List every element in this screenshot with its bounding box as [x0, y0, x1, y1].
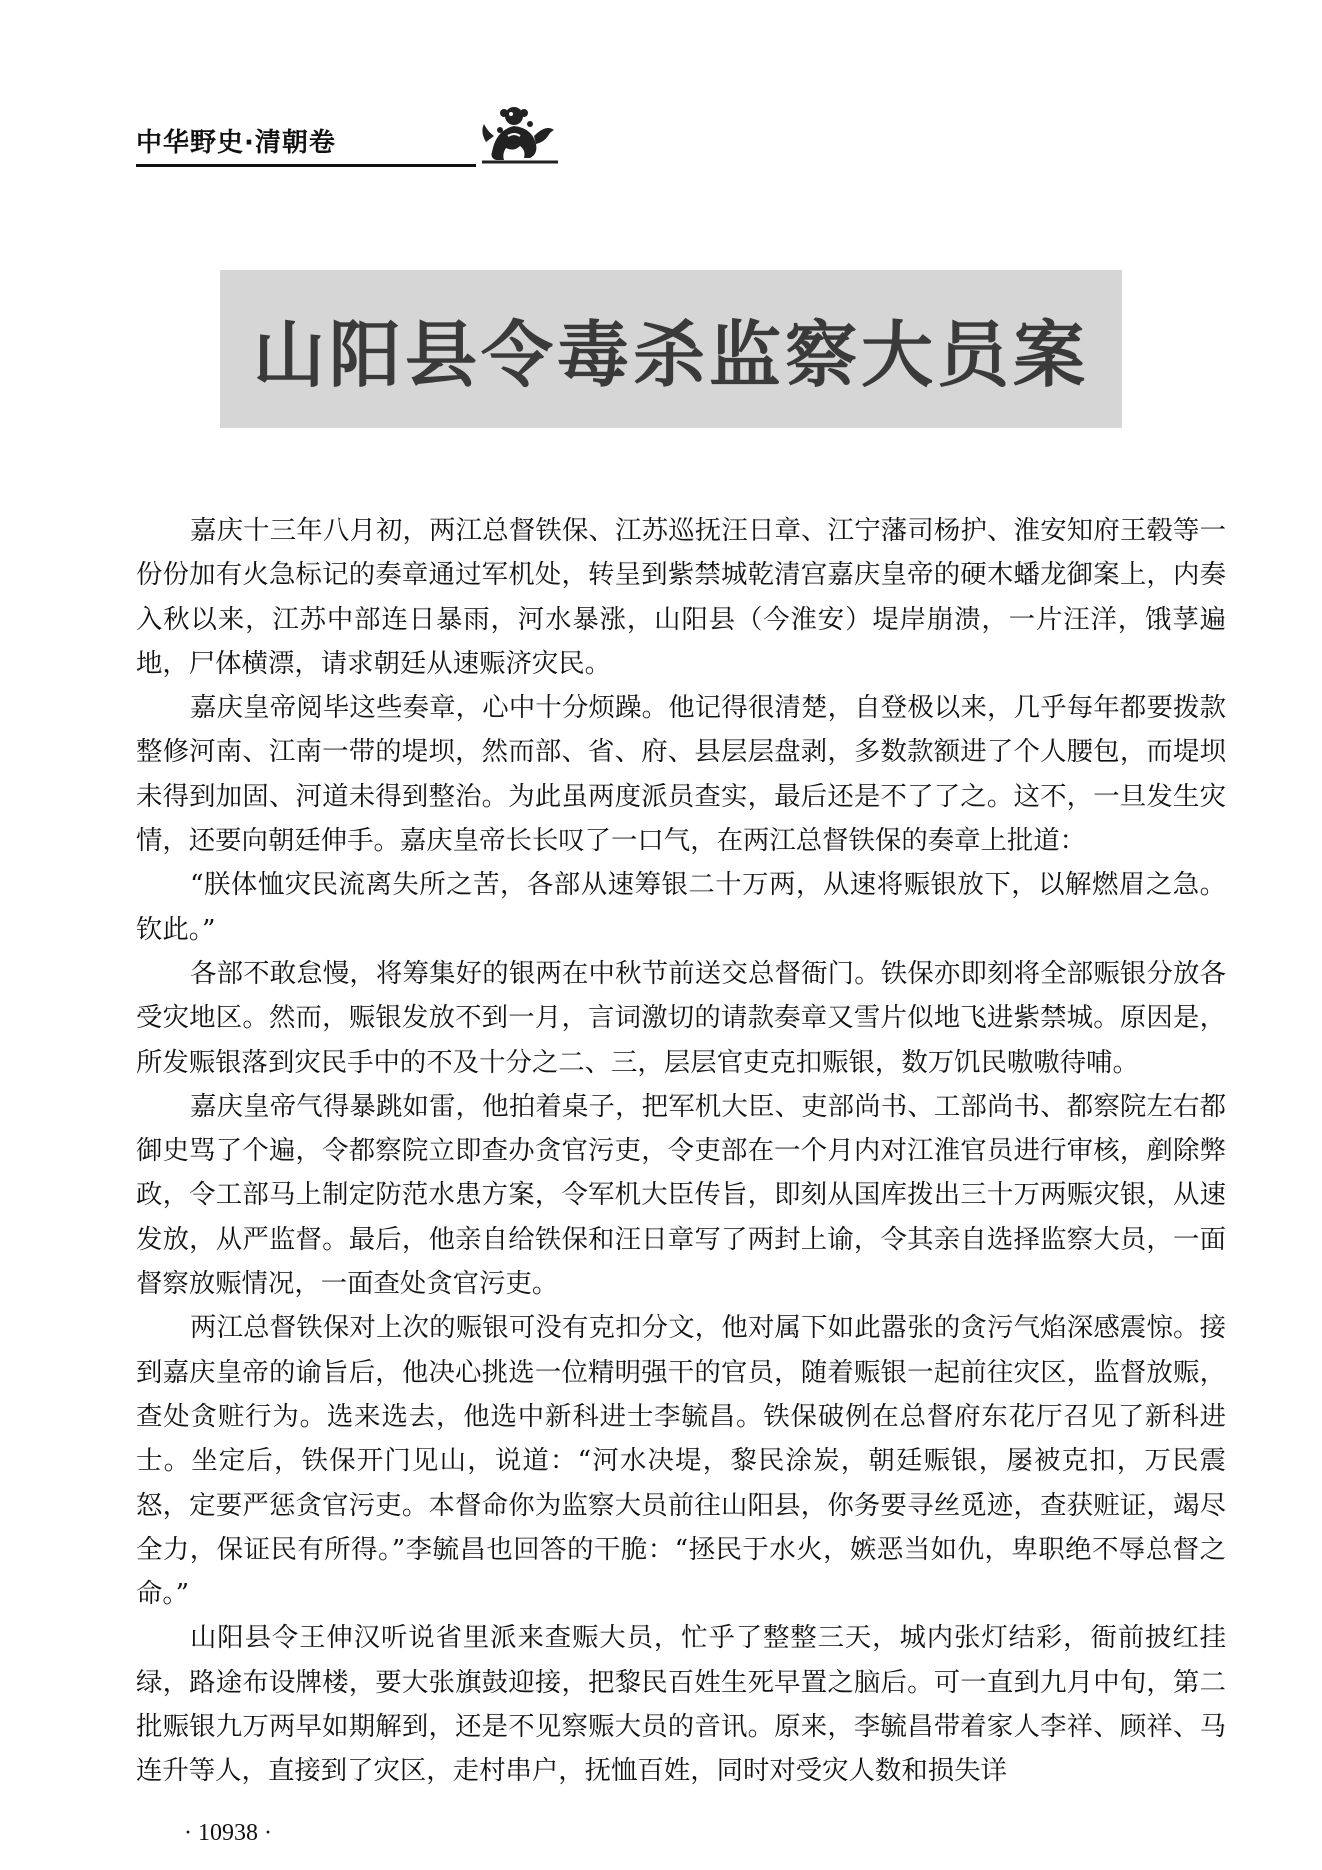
paragraph-1: 嘉庆十三年八月初，两江总督铁保、江苏巡抚汪日章、江宁藩司杨护、淮安知府王毂等一份份加有火急标记的奏章通过军机处，转呈到紫禁城乾清宫嘉庆皇帝的硬木蟠龙御案上，内奏入秋以来，江苏中部连日暴雨，河水暴涨，山阳县（今淮安）堤岸崩溃，一片汪洋，饿莩遍地，尸体横漂，请求朝廷从速赈济灾民。: [136, 515, 1226, 679]
article-body: [136, 509, 1226, 1794]
paragraph-3: “朕体恤灾民流离失所之苦，各部从速筹银二十万两，从速将赈银放下，以解燃眉之急。钦此。”: [136, 869, 1226, 945]
lion-emblem-icon: [474, 102, 562, 166]
title-banner: [220, 270, 1122, 428]
paragraph-5: 嘉庆皇帝气得暴跳如雷，他拍着桌子，把军机大臣、吏部尚书、工部尚书、都察院左右都御史骂了个遍，令都察院立即查办贪官污吏，令吏部在一个月内对江淮官员进行审核，剷除弊政，令工部马上制定防范水患方案，令军机大臣传旨，即刻从国库拨出三十万两赈灾银，从速发放，从严监督。最后，他亲自给铁保和汪日章写了两封上谕，令其亲自选择监察大员，一面督察放赈情况，一面查处贪官污吏。: [136, 1090, 1226, 1300]
paragraph-2: 嘉庆皇帝阅毕这些奏章，心中十分烦躁。他记得很清楚，自登极以来，几乎每年都要拨款整修河南、江南一带的堤坝，然而部、省、府、县层层盘剥，多数款额进了个人腰包，而堤坝未得到加固、河道未得到整治。为此虽两度派员查实，最后还是不了了之。这不，一旦发生灾情，还要向朝廷伸手。嘉庆皇帝长长叹了一口气，在两江总督铁保的奏章上批道：: [136, 692, 1226, 857]
header-rule: [136, 164, 476, 167]
page-number: · 10938 ·: [184, 1820, 272, 1846]
paragraph-4: 各部不敢怠慢，将筹集好的银两在中秋节前送交总督衙门。铁保亦即刻将全部赈银分放各受灾地区。然而，赈银发放不到一月，言词激切的请款奏章又雪片似地飞进紫禁城。原因是，所发赈银落到灾民手中的不及十分之二、三，层层官吏克扣赈银，数万饥民嗷嗷待哺。: [136, 957, 1226, 1078]
article-title: 山阳县令毒杀监察大员案: [252, 312, 1089, 397]
running-header: [136, 102, 1286, 172]
paragraph-6: 两江总督铁保对上次的赈银可没有克扣分文，他对属下如此嚣张的贪污气焰深感震惊。接到嘉庆皇帝的谕旨后，他决心挑选一位精明强干的官员，随着赈银一起前往灾区，监督放赈，查处贪赃行为。选来选去，他选中新科进士李毓昌。铁保破例在总督府东花厅召见了新科进士。坐定后，铁保开门见山，说道：“河水决堤，黎民涂炭，朝廷赈银，屡被克扣，万民震怒，定要严惩贪官污吏。本督命你为监察大员前往山阳县，你务要寻丝觅迹，查获赃证，竭尽全力，保证民有所得。”李毓昌也回答的干脆：“拯民于水火，嫉恶当如仇，卑职绝不辱总督之命。”: [136, 1312, 1226, 1610]
book-title: 中华野史·清朝卷: [136, 128, 336, 158]
paragraph-7: 山阳县令王伸汉听说省里派来查赈大员，忙乎了整整三天，城内张灯结彩，衙前披红挂绿，路途布设牌楼，要大张旗鼓迎接，把黎民百姓生死早置之脑后。可一直到九月中旬，第二批赈银九万两早如期解到，还是不见察赈大员的音讯。原来，李毓昌带着家人李祥、顾祥、马连升等人，直接到了灾区，走村串户，抚恤百姓，同时对受灾人数和损失详: [136, 1622, 1226, 1787]
